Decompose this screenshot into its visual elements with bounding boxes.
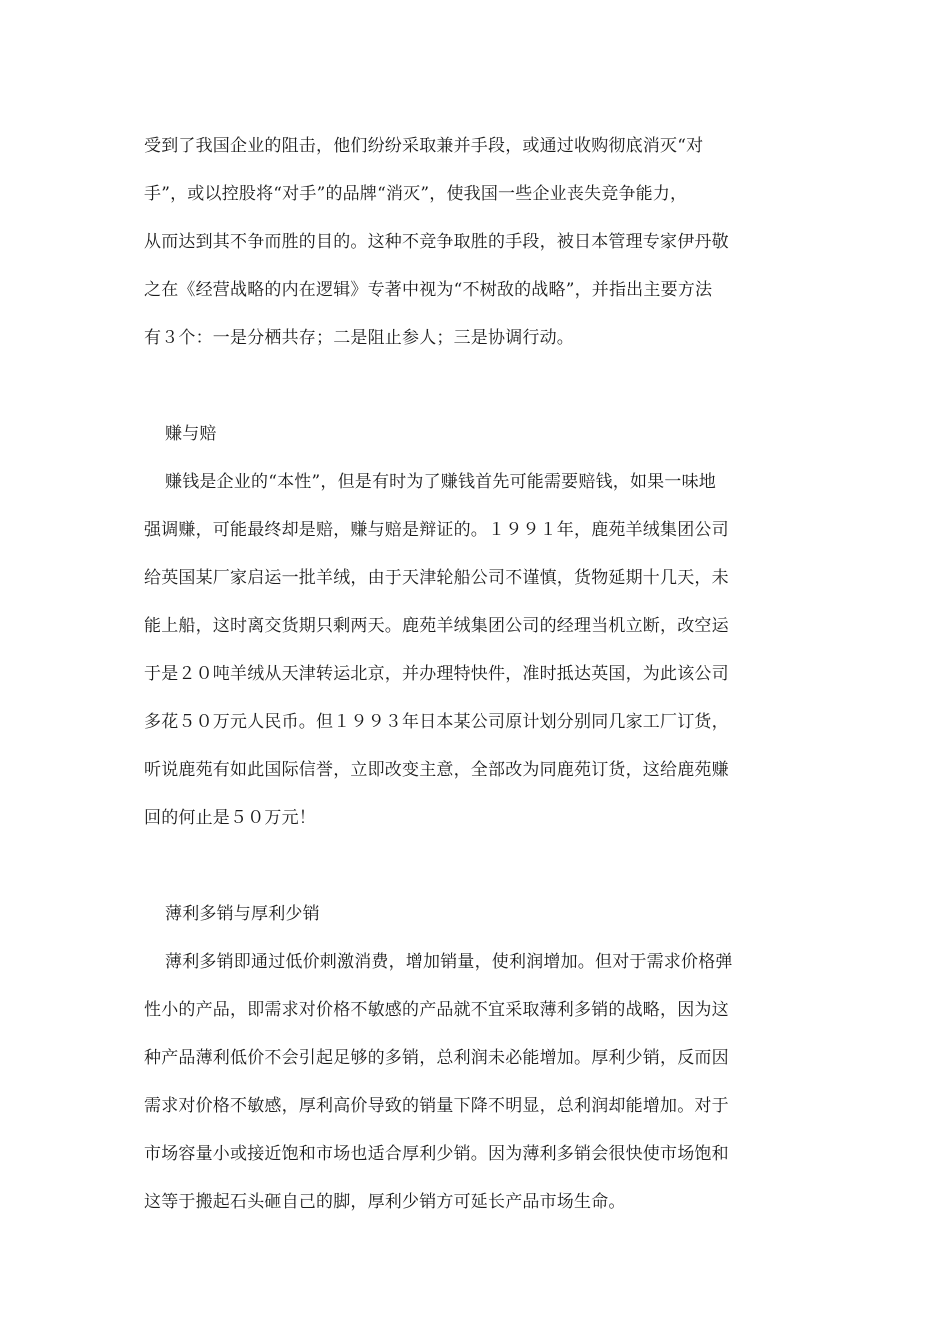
earn-line-1: 赚钱是企业的“本性”，但是有时为了赚钱首先可能需要赔钱，如果一味地 <box>165 472 716 492</box>
earn-line-8: 回的何止是５０万元！ <box>144 808 316 828</box>
profit-line-4: 需求对价格不敏感，厚利高价导致的销量下降不明显，总利润却能增加。对于 <box>144 1096 729 1116</box>
earn-line-2: 强调赚，可能最终却是赔，赚与赔是辩证的。１９９１年，鹿苑羊绒集团公司 <box>144 520 729 540</box>
earn-line-6: 多花５０万元人民币。但１９９３年日本某公司原计划分别同几家工厂订货， <box>144 712 729 732</box>
profit-line-5: 市场容量小或接近饱和市场也适合厚利少销。因为薄利多销会很快使市场饱和 <box>144 1144 729 1164</box>
earn-line-4: 能上船，这时离交货期只剩两天。鹿苑羊绒集团公司的经理当机立断，改空运 <box>144 616 729 636</box>
profit-line-3: 种产品薄利低价不会引起足够的多销，总利润未必能增加。厚利少销，反而因 <box>144 1048 729 1068</box>
intro-line-3: 从而达到其不争而胜的目的。这种不竞争取胜的手段，被日本管理专家伊丹敬 <box>144 232 729 252</box>
intro-line-5: 有３个：一是分栖共存；二是阻止参人；三是协调行动。 <box>144 328 574 348</box>
earn-line-3: 给英国某厂家启运一批羊绒，由于天津轮船公司不谨慎，货物延期十几天，未 <box>144 568 729 588</box>
earn-line-7: 听说鹿苑有如此国际信誉，立即改变主意，全部改为同鹿苑订货，这给鹿苑赚 <box>144 760 729 780</box>
intro-line-4: 之在《经营战略的内在逻辑》专著中视为“不树敌的战略”，并指出主要方法 <box>144 280 713 300</box>
profit-line-6: 这等于搬起石头砸自己的脚，厚利少销方可延长产品市场生命。 <box>144 1192 626 1212</box>
profit-line-2: 性小的产品，即需求对价格不敏感的产品就不宜采取薄利多销的战略，因为这 <box>144 1000 729 1020</box>
profit-line-1: 薄利多销即通过低价刺激消费，增加销量，使利润增加。但对于需求价格弹 <box>165 952 733 972</box>
intro-line-2: 手”，或以控股将“对手”的品牌“消灭”，使我国一些企业丧失竞争能力， <box>144 184 688 204</box>
section-heading-earn: 赚与赔 <box>165 424 217 444</box>
earn-line-5: 于是２０吨羊绒从天津转运北京，并办理特快件，准时抵达英国，为此该公司 <box>144 664 729 684</box>
intro-line-1: 受到了我国企业的阻击，他们纷纷采取兼并手段，或通过收购彻底消灭“对 <box>144 136 704 156</box>
section-heading-profit: 薄利多销与厚利少销 <box>165 904 320 924</box>
